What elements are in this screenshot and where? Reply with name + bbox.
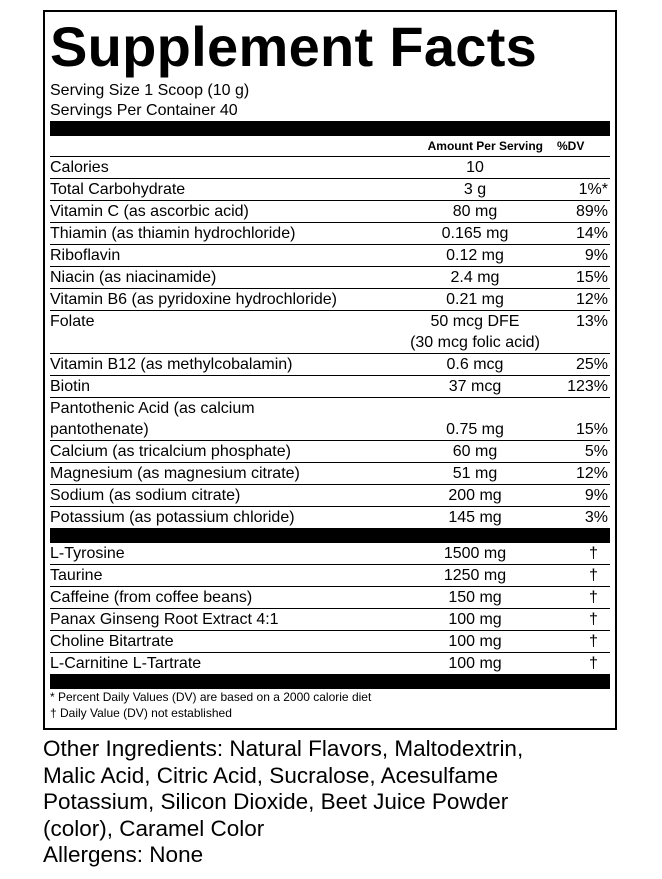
amount-line: 100 mg (448, 633, 502, 650)
ingredient-amount (395, 223, 555, 244)
table-row (50, 463, 610, 485)
supplement-facts-panel (43, 10, 617, 730)
ingredient-name (50, 565, 395, 586)
ingredient-dv (555, 485, 610, 506)
ingredient-dv (555, 267, 610, 288)
ingredient-dv (555, 245, 610, 266)
amount-line: 0.75 mg (446, 421, 504, 438)
ingredient-amount (395, 587, 555, 608)
ingredient-name (50, 245, 395, 266)
ingredient-name (50, 267, 395, 288)
other-ingredients-line: Other Ingredients: Natural Flavors, Maltodextrin, (43, 736, 524, 761)
ingredient-name-line: L-Carnitine L-Tartrate (50, 655, 202, 672)
table-row (50, 354, 610, 376)
table-row (50, 245, 610, 267)
table-row (50, 587, 610, 609)
ingredient-dv (555, 289, 610, 310)
amount-line: 10 (466, 159, 484, 176)
ingredient-dv (555, 179, 610, 200)
dv-value: † (589, 567, 598, 584)
table-row (50, 609, 610, 631)
ingredient-dv (555, 609, 610, 630)
ingredient-dv (555, 398, 610, 440)
ingredient-name (50, 201, 395, 222)
other-ingredients-line: Malic Acid, Citric Acid, Sucralose, Acesulfame (43, 762, 499, 788)
ingredient-name (50, 398, 395, 440)
ingredient-name-line: Vitamin C (as ascorbic acid) (50, 203, 249, 220)
amount-line: 60 mg (452, 443, 498, 460)
amount-line: 51 mg (452, 465, 498, 482)
ingredient-name-line: Thiamin (as thiamin hydrochloride) (50, 225, 296, 242)
ingredient-dv (555, 354, 610, 375)
ingredient-amount (395, 507, 555, 528)
ingredient-name-line: Potassium (as potassium chloride) (50, 509, 295, 526)
ingredient-name (50, 289, 395, 310)
dv-value: † (589, 655, 598, 672)
ingredient-name (50, 311, 395, 353)
ingredient-name-line: Vitamin B6 (as pyridoxine hydrochloride) (50, 291, 337, 308)
ingredient-name-line: Niacin (as niacinamide) (50, 269, 217, 286)
ingredient-dv (555, 441, 610, 462)
ingredient-name (50, 223, 395, 244)
dv-value: 5% (584, 443, 608, 460)
dv-value: 12% (575, 291, 608, 308)
dv-value: 89% (575, 203, 608, 220)
ingredient-amount (395, 441, 555, 462)
ingredient-dv (555, 463, 610, 484)
ingredient-amount (395, 631, 555, 652)
amount-line: 37 mcg (448, 378, 502, 395)
dv-value: 14% (575, 225, 608, 242)
ingredient-name (50, 587, 395, 608)
dv-value: † (589, 633, 598, 650)
dv-header: %DV (557, 139, 585, 153)
ingredient-dv (555, 587, 610, 608)
ingredient-name-line: Calories (50, 159, 109, 176)
ingredient-amount (395, 354, 555, 375)
ingredient-amount (395, 201, 555, 222)
thick-divider (50, 674, 610, 689)
ingredient-amount (395, 543, 555, 564)
amount-line: 3 g (463, 181, 487, 198)
amount-line: 100 mg (448, 655, 502, 672)
ingredient-name (50, 507, 395, 528)
dv-value: 123% (567, 378, 608, 395)
table-row (50, 223, 610, 245)
ingredient-amount (395, 609, 555, 630)
ingredient-dv (555, 201, 610, 222)
table-row (50, 507, 610, 528)
ingredient-name-line: Riboflavin (50, 247, 121, 264)
dv-value: 12% (575, 465, 608, 482)
ingredient-name-line: Sodium (as sodium citrate) (50, 487, 241, 504)
ingredient-name (50, 376, 395, 397)
ingredient-name (50, 631, 395, 652)
amount-line: 2.4 mg (450, 269, 500, 286)
dv-value: 25% (575, 356, 608, 373)
ingredient-amount (395, 398, 555, 440)
ingredient-amount (395, 311, 555, 353)
ingredient-amount (395, 565, 555, 586)
ingredient-name-line: Magnesium (as magnesium citrate) (50, 465, 300, 482)
ingredient-name (50, 354, 395, 375)
servings-per-container: Servings Per Container 40 (50, 102, 238, 119)
ingredient-name-line: Total Carbohydrate (50, 181, 186, 198)
column-header (50, 136, 610, 157)
ingredient-name-line: Biotin (50, 378, 91, 395)
allergens: Allergens: None (43, 842, 204, 867)
dv-spacer (555, 398, 608, 419)
ingredient-amount (395, 267, 555, 288)
amount-line: 50 mcg DFE (430, 313, 520, 330)
dv-value: † (589, 589, 598, 606)
ingredient-name (50, 609, 395, 630)
amount-header: Amount Per Serving (427, 139, 543, 153)
other-ingredients-line: Potassium, Silicon Dioxide, Beet Juice Powder (43, 789, 509, 814)
table-row (50, 398, 610, 441)
ingredient-name-line: L-Tyrosine (50, 545, 125, 562)
ingredient-amount (395, 157, 555, 178)
ingredient-dv (555, 653, 610, 674)
ingredient-name (50, 653, 395, 674)
amount-line: (30 mcg folic acid) (410, 334, 540, 351)
ingredient-name-line: Panax Ginseng Root Extract 4:1 (50, 611, 279, 628)
thick-divider (50, 528, 610, 543)
footnote-dv: * Percent Daily Values (DV) are based on a 2000 calorie diet (50, 690, 372, 704)
table-row (50, 267, 610, 289)
amount-line: 1500 mg (443, 545, 507, 562)
dv-value: † (589, 545, 598, 562)
dv-value: 9% (584, 487, 608, 504)
header-spacer (50, 136, 395, 156)
ingredient-name-line: Folate (50, 313, 95, 330)
ingredient-amount (395, 463, 555, 484)
ingredient-amount (395, 376, 555, 397)
amount-line: 200 mg (448, 487, 502, 504)
table-row (50, 543, 610, 565)
ingredient-name-line: Pantothenic Acid (as calcium (50, 400, 255, 417)
dv-value: 1%* (578, 181, 608, 198)
table-row (50, 631, 610, 653)
ingredient-dv (555, 543, 610, 564)
table-row (50, 157, 610, 179)
dv-value: † (589, 611, 598, 628)
table-row (50, 441, 610, 463)
ingredient-name-line: Calcium (as tricalcium phosphate) (50, 443, 291, 460)
amount-spacer (395, 398, 555, 419)
ingredient-name-line: Vitamin B12 (as methylcobalamin) (50, 356, 293, 373)
dv-value: 15% (575, 421, 608, 438)
table-row (50, 179, 610, 201)
amount-line: 0.165 mg (441, 225, 509, 242)
dv-value: 15% (575, 269, 608, 286)
ingredient-amount (395, 653, 555, 674)
dv-value: 13% (575, 313, 608, 330)
ingredient-dv (555, 311, 610, 353)
ingredient-name (50, 485, 395, 506)
ingredient-dv (555, 565, 610, 586)
thick-divider (50, 121, 610, 136)
ingredient-dv (555, 507, 610, 528)
active-ingredient-table (50, 543, 610, 674)
table-row (50, 565, 610, 587)
table-row (50, 311, 610, 354)
ingredient-name-line: Caffeine (from coffee beans) (50, 589, 253, 606)
amount-line: 0.21 mg (446, 291, 504, 308)
table-row (50, 376, 610, 398)
amount-line: 150 mg (448, 589, 502, 606)
other-ingredients (43, 736, 643, 869)
ingredient-amount (395, 485, 555, 506)
serving-size: Serving Size 1 Scoop (10 g) (50, 82, 250, 99)
amount-line: 0.6 mcg (446, 356, 504, 373)
ingredient-amount (395, 289, 555, 310)
table-row (50, 289, 610, 311)
amount-line: 1250 mg (443, 567, 507, 584)
ingredient-name (50, 157, 395, 178)
ingredient-dv (555, 223, 610, 244)
nutrient-table (50, 157, 610, 528)
ingredient-amount (395, 245, 555, 266)
ingredient-dv (555, 157, 610, 178)
amount-line: 0.12 mg (446, 247, 504, 264)
ingredient-name (50, 179, 395, 200)
ingredient-name-line: Taurine (50, 567, 103, 584)
amount-line: 100 mg (448, 611, 502, 628)
ingredient-name-line: pantothenate) (50, 421, 149, 438)
table-row (50, 201, 610, 223)
ingredient-name-line: Choline Bitartrate (50, 633, 174, 650)
panel-title: Supplement Facts (50, 15, 538, 78)
dv-value: 3% (584, 509, 608, 526)
other-ingredients-line: (color), Caramel Color (43, 815, 265, 841)
amount-line: 145 mg (448, 509, 502, 526)
ingredient-name (50, 441, 395, 462)
ingredient-name (50, 463, 395, 484)
ingredient-amount (395, 179, 555, 200)
table-row (50, 485, 610, 507)
dv-value: 9% (584, 247, 608, 264)
ingredient-name (50, 543, 395, 564)
ingredient-dv (555, 631, 610, 652)
ingredient-dv (555, 376, 610, 397)
table-row (50, 653, 610, 674)
amount-line: 80 mg (452, 203, 498, 220)
footnote-dagger: † Daily Value (DV) not established (50, 706, 232, 720)
